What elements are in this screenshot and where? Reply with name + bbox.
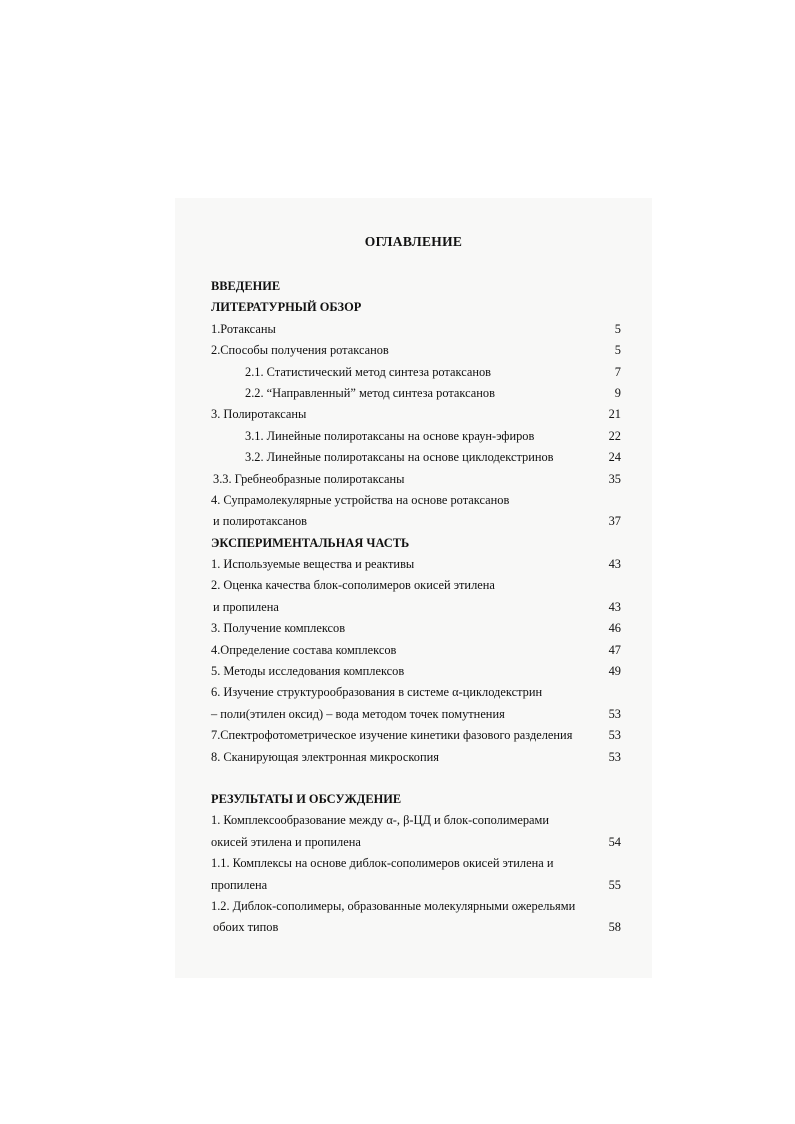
toc-entry [211,404,621,425]
toc-entry-page-number: 53 [608,749,621,764]
toc-entry-page-number: 5 [614,321,621,336]
toc-entry [211,490,621,511]
toc-entry [211,447,621,468]
toc-entry-label: 1.Ротаксаны [211,321,276,336]
toc-entry-label: 2.2. “Направленный” метод синтеза ротаксанов [245,385,495,400]
toc-entry-page-number: 53 [608,706,621,721]
toc-entry [211,682,621,703]
toc-entry-label: 3. Получение комплексов [211,621,346,636]
toc-entry-page-number: 7 [614,364,621,379]
toc-entry-label: 2. Оценка качества блок-сополимеров окисей этилена [211,578,495,593]
toc-entry [211,704,621,725]
toc-entry-label: – поли(этилен оксид) – вода методом точек помутнения [211,706,505,721]
toc-entry-page-number: 46 [608,621,621,636]
toc-entry [211,661,621,682]
toc-entry-page-number: 21 [608,407,621,422]
toc-entry-label: и пропилена [213,599,279,614]
toc-entry [211,832,621,853]
toc-entry-page-number: 5 [614,343,621,358]
toc-entry-label: 1. Комплексообразование между α-, β-ЦД и блок-сополимерами [211,813,549,828]
toc-entry [211,747,621,768]
toc-entry-label: ЭКСПЕРИМЕНТАЛЬНАЯ ЧАСТЬ [211,535,410,550]
toc-section-heading [211,789,621,810]
toc-entry-page-number: 24 [608,450,621,465]
toc-entry-label: 3.2. Линейные полиротаксаны на основе циклодекстринов [245,450,554,465]
toc-entry-label: 2.1. Статистический метод синтеза ротаксанов [245,364,492,379]
toc-entry [211,340,621,361]
toc-entry-label: обоих типов [213,920,279,935]
toc-entry [211,319,621,340]
toc-section-heading [211,276,621,297]
table-of-contents [211,276,621,939]
toc-entry [211,896,621,917]
toc-entry-page-number: 43 [608,557,621,572]
toc-entry [211,575,621,596]
toc-entry-label: 3. Полиротаксаны [211,407,307,422]
toc-entry [211,597,621,618]
toc-entry [211,383,621,404]
toc-entry-page-number: 47 [608,642,621,657]
toc-section-heading [211,533,621,554]
toc-entry-label: 4.Определение состава комплексов [211,642,397,657]
toc-entry-page-number: 35 [608,471,621,486]
toc-section-heading [211,297,621,318]
toc-entry-label: ВВЕДЕНИЕ [211,279,281,293]
toc-entry-label: и полиротаксанов [213,514,308,529]
toc-entry-label: 4. Супрамолекулярные устройства на основе ротаксанов [211,492,510,507]
toc-entry [211,511,621,532]
toc-entry-label: окисей этилена и пропилена [211,834,361,849]
toc-entry-label: ЛИТЕРАТУРНЫЙ ОБЗОР [211,300,362,315]
toc-entry-page-number: 22 [608,428,621,443]
toc-entry-page-number: 58 [608,920,621,935]
toc-entry [211,725,621,746]
toc-entry-label: 3.1. Линейные полиротаксаны на основе краун-эфиров [245,428,535,443]
toc-entry-page-number: 55 [608,877,621,892]
toc-entry-page-number: 37 [608,514,621,529]
toc-entry [211,426,621,447]
toc-entry-page-number: 54 [608,834,621,849]
toc-entry [211,618,621,639]
toc-entry [211,810,621,831]
toc-entry-label: 8. Сканирующая электронная микроскопия [211,749,439,764]
toc-entry-label: 7.Спектрофотометрическое изучение кинетики фазового разделения [211,728,573,743]
toc-entry [211,469,621,490]
toc-entry [211,640,621,661]
page-title: ОГЛАВЛЕНИЕ [364,234,463,249]
toc-entry-page-number: 53 [608,728,621,743]
toc-entry [211,875,621,896]
toc-entry-label: 2.Способы получения ротаксанов [211,343,389,358]
toc-entry-label: 3.3. Гребнеобразные полиротаксаны [213,471,405,486]
toc-entry [211,362,621,383]
toc-entry-page-number: 9 [614,385,621,400]
toc-entry-label: пропилена [211,877,268,892]
document-page [175,198,652,978]
toc-entry-label: 6. Изучение структурообразования в системе α-циклодекстрин [211,685,543,700]
toc-entry-page-number: 49 [608,664,621,679]
toc-entry-label: 1.2. Диблок-сополимеры, образованные молекулярными ожерельями [211,898,576,913]
toc-entry-page-number: 43 [608,599,621,614]
toc-entry-label: 1.1. Комплексы на основе диблок-сополимеров окисей этилена и [211,856,554,871]
toc-entry [211,853,621,874]
toc-entry-label: 5. Методы исследования комплексов [211,664,405,679]
toc-entry [211,917,621,938]
toc-entry [211,554,621,575]
toc-entry-label: РЕЗУЛЬТАТЫ И ОБСУЖДЕНИЕ [211,791,402,806]
toc-spacer [211,768,621,789]
toc-entry-label: 1. Используемые вещества и реактивы [211,557,415,572]
